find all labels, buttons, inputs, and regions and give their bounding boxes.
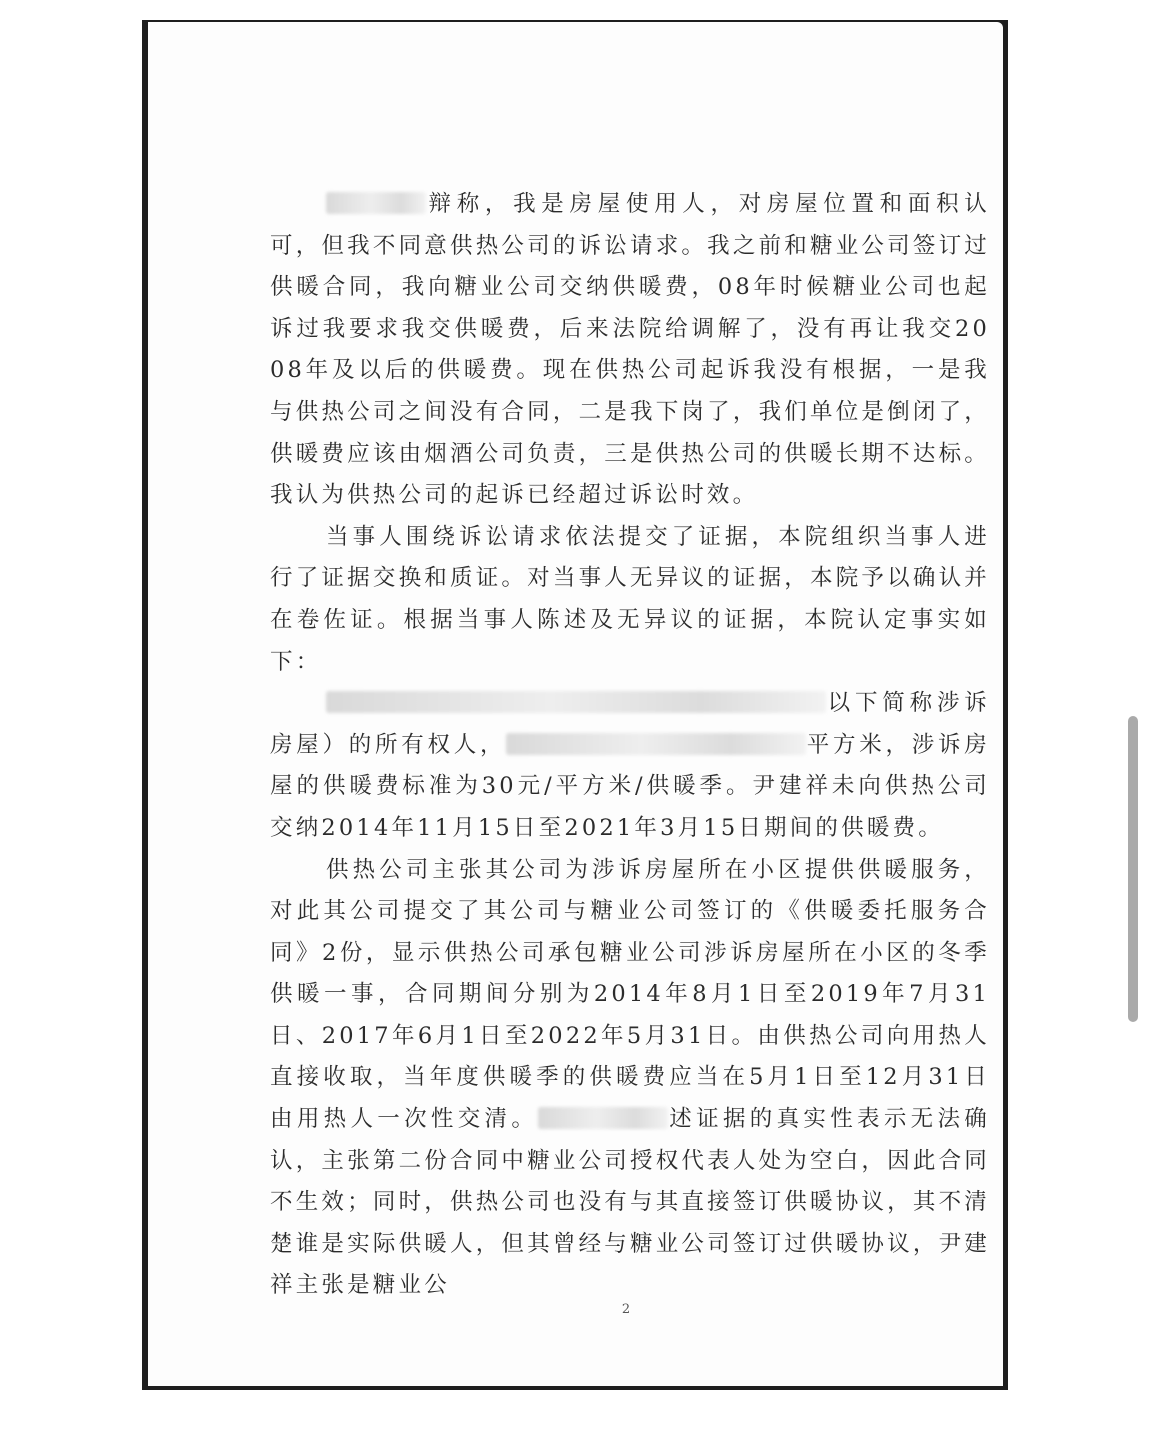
paragraph-p1 [270, 184, 990, 517]
redacted-region [326, 192, 426, 214]
paragraph-text: 平方米，涉诉房屋的供暖费标准为30元/平方米/供暖季。尹建祥未向供热公司交纳2014年11月15日至2021年3月15日期间的供暖费。 [270, 731, 990, 841]
redacted-region [506, 733, 806, 755]
paragraph-p2 [270, 517, 990, 683]
paragraph-text: 以下简称涉诉房屋）的所有权人， [270, 690, 990, 758]
paragraph-p4 [270, 850, 990, 1308]
page-number: 2 [621, 1302, 631, 1317]
paragraph-text: 当事人围绕诉讼请求依法提交了证据，本院组织当事人进行了证据交换和质证。对当事人无异议的证据，本院予以确认并在卷佐证。根据当事人陈述及无异议的证据，本院认定事实如下： [270, 523, 990, 675]
document-body [270, 184, 990, 1307]
paragraph-text: 述证据的真实性表示无法确认，主张第二份合同中糖业公司授权代表人处为空白，因此合同不生效；同时，供热公司也没有与其直接签订供暖协议，其不清楚谁是实际供暖人，但其曾经与糖业公司签订过供暖协议，尹建祥主张是糖业公 [270, 1106, 990, 1299]
vertical-scrollbar[interactable] [1128, 716, 1138, 1022]
paragraph-p3 [270, 683, 990, 849]
redacted-region [326, 691, 826, 713]
redacted-region [538, 1107, 668, 1129]
paragraph-text: 供热公司主张其公司为涉诉房屋所在小区提供供暖服务，对此其公司提交了其公司与糖业公司签订的《供暖委托服务合同》2份，显示供热公司承包糖业公司涉诉房屋所在小区的冬季供暖一事，合同期间分别为2014年8月1日至2019年7月31日、2017年6月1日至2022年5月31日。由供热公司向用热人直接收取，当年度供暖季的供暖费应当在5月1日至12月31日由用热人一次性交清。 [270, 856, 990, 1133]
paragraph-text: 辩称，我是房屋使用人，对房屋位置和面积认可，但我不同意供热公司的诉讼请求。我之前和糖业公司签订过供暖合同，我向糖业公司交纳供暖费，08年时候糖业公司也起诉过我要求我交供暖费，后来法院给调解了，没有再让我交2008年及以后的供暖费。现在供热公司起诉我没有根据，一是我与供热公司之间没有合同，二是我下岗了，我们单位是倒闭了，供暖费应该由烟酒公司负责，三是供热公司的供暖长期不达标。我认为供热公司的起诉已经超过诉讼时效。 [270, 191, 990, 509]
